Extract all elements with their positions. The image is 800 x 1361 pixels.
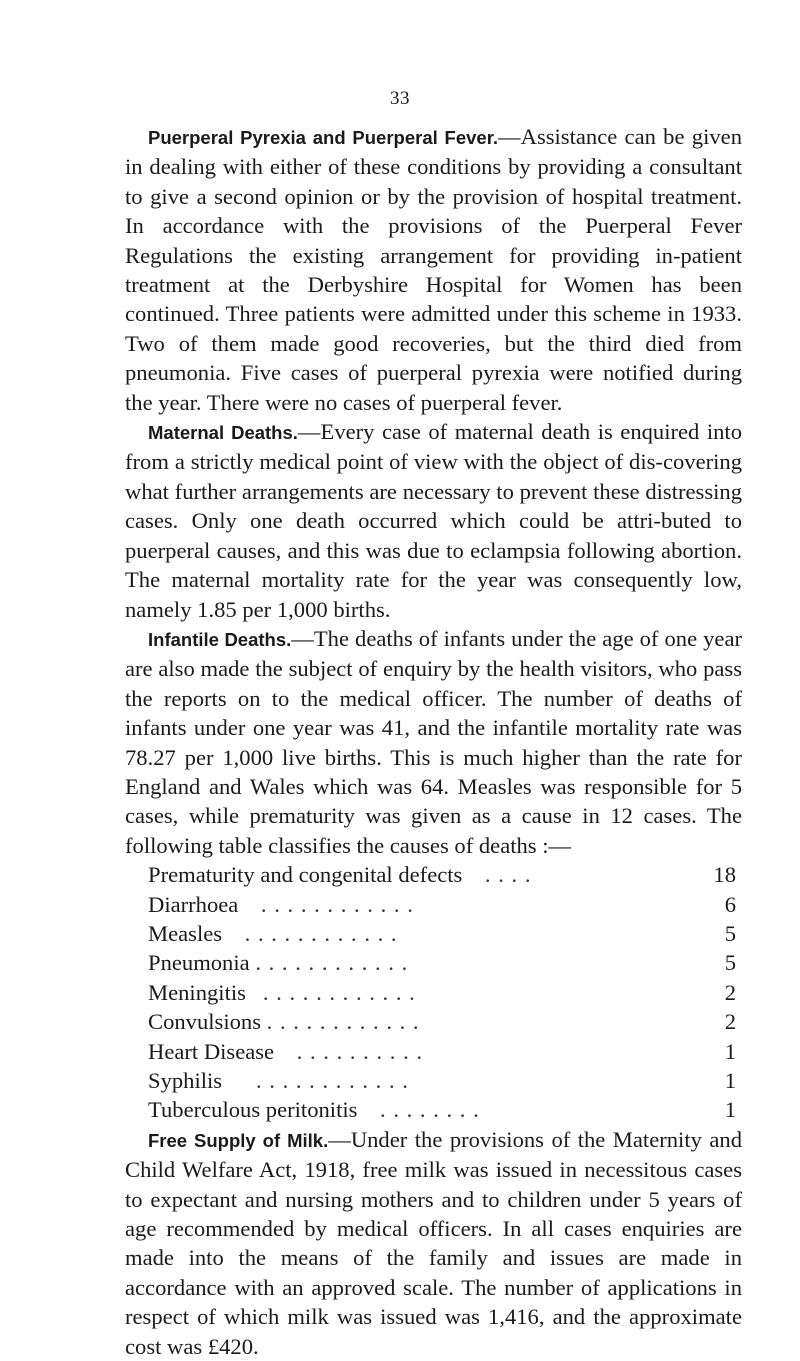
- cause-label: Convulsions: [148, 1009, 261, 1035]
- cause-label: Syphilis: [148, 1068, 223, 1093]
- count-cell: 2: [724, 979, 736, 1005]
- table-row: [148, 948, 736, 977]
- count-cell: 1: [724, 1068, 736, 1093]
- paragraph-heading: Infantile Deaths.: [148, 628, 292, 650]
- leader-dots: . . . . . . . . . . . .: [255, 1068, 409, 1093]
- table-row: [148, 1037, 736, 1066]
- cause-cell: [148, 1037, 696, 1066]
- cause-cell: [148, 1007, 696, 1036]
- cause-label: Diarrhoea: [148, 891, 239, 917]
- paragraph-heading: Free Supply of Milk.: [148, 1129, 329, 1151]
- leader-dots: . . . . . . . . . . . .: [260, 891, 414, 917]
- count-cell: 18: [713, 862, 736, 888]
- paragraph-text: —The deaths of infants under the age of one year are also made the subject of enquiry by the health visitors, who pass the reports on to the medical officer. The number of deaths of infants under one year was 41, and the infantile mortality rate was 78.27 per 1,000 live births. This is much higher than the rate for England and Wales which was 64. Measles was responsible for 5 cases, while prematurity was given as a cause in 12 cases. The following table classifies the causes of deaths :—: [125, 625, 743, 858]
- table-row: [148, 1095, 736, 1124]
- cause-cell: [148, 978, 696, 1007]
- paragraph-puerperal-fever: [125, 122, 742, 417]
- count-cell: 5: [724, 920, 736, 946]
- table-row: [148, 978, 736, 1007]
- leader-dots: . . . .: [484, 862, 532, 888]
- leader-dots: . . . . . . . . . . . .: [262, 979, 416, 1005]
- leader-dots: . . . . . . . . . . . .: [266, 1009, 420, 1035]
- paragraph-infantile-deaths: [125, 624, 742, 860]
- cause-cell: [148, 860, 696, 889]
- paragraph-heading: Maternal Deaths.: [148, 422, 298, 444]
- leader-dots: . . . . . . . . . . . .: [255, 950, 409, 976]
- paragraph-free-milk: [125, 1125, 742, 1361]
- table-row: [148, 890, 736, 919]
- cause-cell: [148, 890, 696, 919]
- paragraph-text: —Assistance can be given in dealing with either of these conditions by providing a consultant to give a second opinion or by the provision of hospital treatment. In accordance with the provisions of the Puerperal Fever Regulations the existing arrangement for providing in-patient treatment at the Derbyshire Hospital for Women has been continued. Three patients were admitted under this scheme in 1933. Two of them made good recoveries, but the third died from pneumonia. Five cases of puerperal pyrexia were notified during the year. There were no cases of puerperal fever.: [125, 124, 742, 415]
- cause-label: Pneumonia: [148, 950, 250, 976]
- leader-dots: . . . . . . . . . . . .: [244, 920, 398, 946]
- leader-dots: . . . . . . . . . .: [296, 1038, 424, 1064]
- cause-cell: [148, 919, 696, 948]
- paragraph-text: —Under the provisions of the Maternity and Child Welfare Act, 1918, free milk was issued in necessitous cases to expectant and nursing mothers and to children under 5 years of age recommended by medical officers. In all cases enquiries are made into the means of the family and issues are made in accordance with an approved scale. The number of applications in respect of which milk was issued was 1,416, and the approximate cost was £420.: [125, 1126, 742, 1359]
- count-cell: 1: [724, 1097, 736, 1123]
- table-row: [148, 919, 736, 948]
- table-row: [148, 1007, 736, 1036]
- table-row: [148, 860, 736, 889]
- page-number: 33: [390, 88, 410, 109]
- cause-cell: [148, 1095, 696, 1124]
- paragraph-heading: Puerperal Pyrexia and Puerperal Fever.: [148, 127, 499, 148]
- cause-label: Measles: [148, 920, 223, 946]
- cause-label: Prematurity and congenital defects: [148, 862, 463, 888]
- paragraph-text: —Every case of maternal death is enquired into from a strictly medical point of view with the object of dis-covering what further arrangements are necessary to prevent these distressing cases. Only one death occurred which could be attri-buted to puerperal causes, and this was due to eclampsia following abortion. The maternal mortality rate for the year was consequently low, namely 1.85 per 1,000 births.: [125, 419, 742, 622]
- count-cell: 2: [724, 1009, 736, 1035]
- table-row: [148, 1066, 736, 1095]
- cause-cell: [148, 1066, 696, 1095]
- cause-cell: [148, 948, 696, 977]
- cause-label: Heart Disease: [148, 1038, 275, 1064]
- cause-label: Tuberculous peritonitis: [148, 1097, 358, 1123]
- causes-of-death-table: [148, 860, 736, 1125]
- count-cell: 5: [724, 950, 736, 976]
- leader-dots: . . . . . . . .: [380, 1097, 480, 1123]
- count-cell: 6: [724, 891, 736, 917]
- count-cell: 1: [724, 1038, 736, 1064]
- paragraph-maternal-deaths: [125, 417, 742, 624]
- cause-label: Meningitis: [148, 979, 246, 1005]
- body-text: [125, 122, 742, 1361]
